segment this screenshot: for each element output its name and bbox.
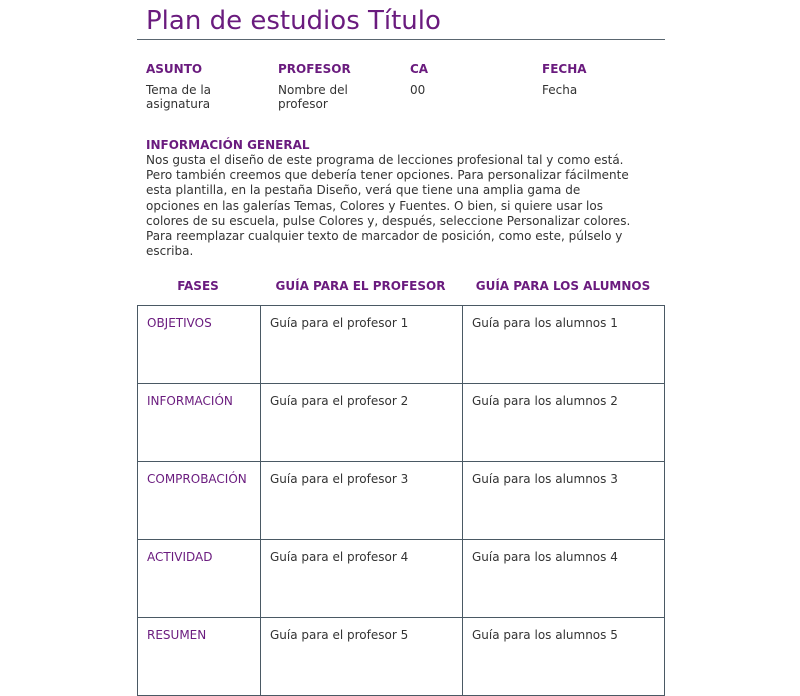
meta-teacher-label: PROFESOR bbox=[278, 62, 351, 76]
student-guide-cell[interactable]: Guía para los alumnos 1 bbox=[463, 306, 665, 384]
header-student-guide: GUÍA PARA LOS ALUMNOS bbox=[475, 279, 651, 294]
table-row bbox=[138, 540, 665, 618]
meta-ca bbox=[410, 61, 510, 97]
lesson-meta bbox=[137, 61, 665, 137]
meta-date-label: FECHA bbox=[542, 62, 587, 76]
meta-ca-label: CA bbox=[410, 62, 429, 76]
table-row bbox=[138, 618, 665, 696]
student-guide-cell[interactable]: Guía para los alumnos 5 bbox=[463, 618, 665, 696]
meta-teacher bbox=[278, 61, 398, 111]
phase-cell[interactable]: COMPROBACIÓN bbox=[138, 462, 261, 540]
phase-cell[interactable]: INFORMACIÓN bbox=[138, 384, 261, 462]
teacher-guide-cell[interactable]: Guía para el profesor 1 bbox=[261, 306, 463, 384]
teacher-guide-cell[interactable]: Guía para el profesor 3 bbox=[261, 462, 463, 540]
general-info-heading: INFORMACIÓN GENERAL bbox=[146, 138, 310, 152]
meta-teacher-value[interactable]: Nombre del profesor bbox=[278, 83, 348, 111]
phases-table bbox=[137, 305, 665, 696]
table-row bbox=[138, 306, 665, 384]
meta-date-value[interactable]: Fecha bbox=[542, 83, 578, 97]
teacher-guide-cell[interactable]: Guía para el profesor 4 bbox=[261, 540, 463, 618]
meta-ca-value[interactable]: 00 bbox=[410, 83, 426, 97]
meta-subject bbox=[146, 61, 261, 111]
phase-cell[interactable]: ACTIVIDAD bbox=[138, 540, 261, 618]
meta-date bbox=[542, 61, 642, 97]
student-guide-cell[interactable]: Guía para los alumnos 4 bbox=[463, 540, 665, 618]
student-guide-cell[interactable]: Guía para los alumnos 2 bbox=[463, 384, 665, 462]
phase-cell[interactable]: RESUMEN bbox=[138, 618, 261, 696]
phases-table-header bbox=[137, 275, 665, 305]
student-guide-cell[interactable]: Guía para los alumnos 3 bbox=[463, 462, 665, 540]
header-phases: FASES bbox=[177, 279, 219, 294]
phase-cell[interactable]: OBJETIVOS bbox=[138, 306, 261, 384]
general-info-text[interactable]: Nos gusta el diseño de este programa de lecciones profesional tal y como está. Pero también creemos que debería tener opciones. Para personalizar fácilmente esta plantilla, en la pestaña Diseño, verá que tiene una amplia gama de opciones en las galerías Temas, Colores y Fuentes. O bien, si quiere usar los colores de su escuela, pulse Colores y, después, seleccione Personalizar colores. Para reemplazar cualquier texto de marcador de posición, como este, púlselo y escriba. bbox=[146, 153, 631, 259]
meta-subject-value[interactable]: Tema de la asignatura bbox=[146, 83, 212, 111]
table-row bbox=[138, 384, 665, 462]
meta-subject-label: ASUNTO bbox=[146, 62, 203, 76]
document-title[interactable]: Plan de estudios Título bbox=[146, 6, 441, 36]
document-page bbox=[137, 0, 665, 696]
header-teacher-guide: GUÍA PARA EL PROFESOR bbox=[275, 279, 446, 294]
title-divider bbox=[137, 39, 665, 40]
teacher-guide-cell[interactable]: Guía para el profesor 2 bbox=[261, 384, 463, 462]
table-row bbox=[138, 462, 665, 540]
teacher-guide-cell[interactable]: Guía para el profesor 5 bbox=[261, 618, 463, 696]
